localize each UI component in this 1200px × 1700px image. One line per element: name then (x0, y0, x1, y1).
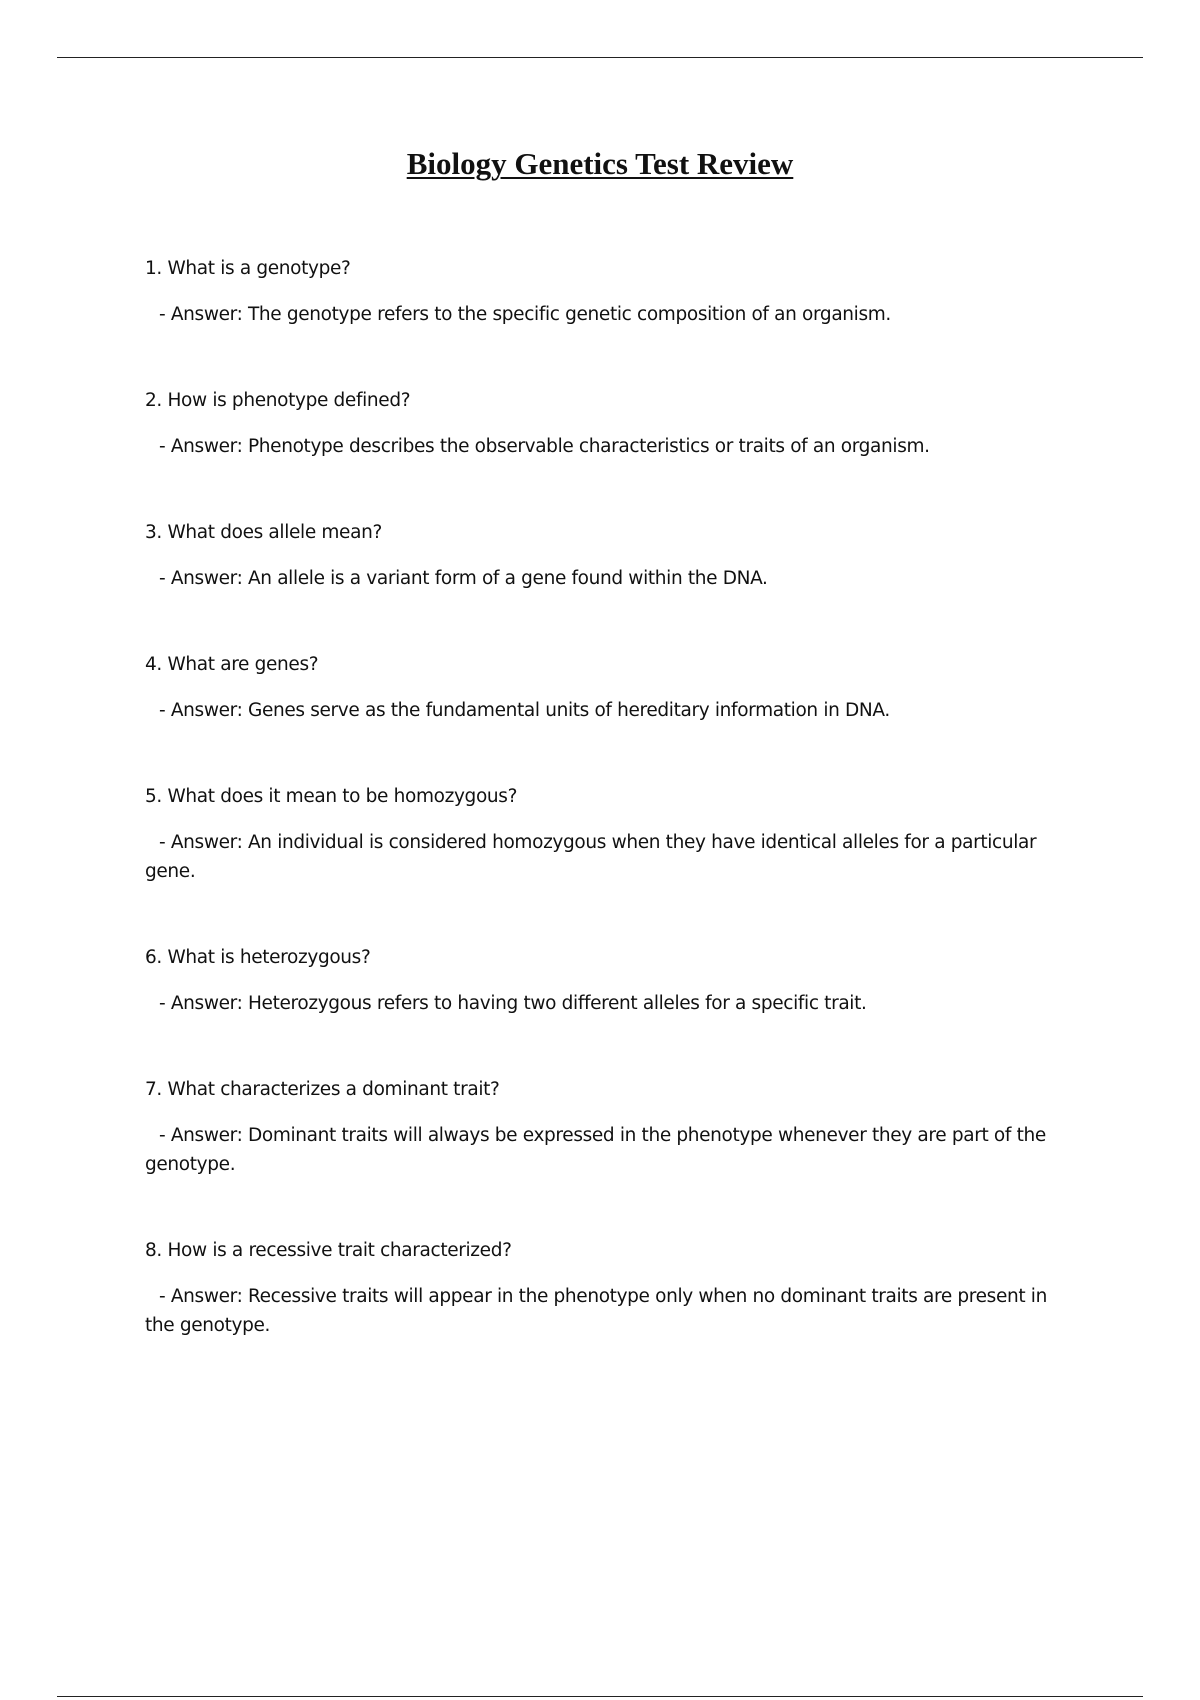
answer-4-text: - Answer: Genes serve as the fundamental units of hereditary information in DNA. (159, 700, 890, 721)
answer-3 (145, 564, 1080, 593)
page-title (0, 144, 1200, 184)
answer-8-text: - Answer: Recessive traits will appear in the phenotype only when no dominant traits are present in the genotype. (145, 1286, 1047, 1336)
qa-item-5 (145, 782, 1080, 886)
answer-1 (145, 300, 1080, 329)
question-6: 6. What is heterozygous? (145, 947, 371, 968)
qa-item-2 (145, 386, 1080, 461)
qa-item-1 (145, 254, 1080, 329)
question-2: 2. How is phenotype defined? (145, 390, 411, 411)
qa-list (145, 254, 1080, 1397)
qa-item-6 (145, 943, 1080, 1018)
answer-5-text: - Answer: An individual is considered homozygous when they have identical alleles for a particular gene. (145, 832, 1037, 882)
answer-7-text: - Answer: Dominant traits will always be expressed in the phenotype whenever they are part of the genotype. (145, 1125, 1046, 1175)
question-4: 4. What are genes? (145, 654, 319, 675)
answer-2 (145, 432, 1080, 461)
question-8: 8. How is a recessive trait characterized? (145, 1240, 512, 1261)
answer-3-text: - Answer: An allele is a variant form of a gene found within the DNA. (159, 568, 768, 589)
footer-rule (57, 1696, 1143, 1697)
qa-item-3 (145, 518, 1080, 593)
answer-2-text: - Answer: Phenotype describes the observable characteristics or traits of an organism. (159, 436, 930, 457)
answer-6 (145, 989, 1080, 1018)
question-1: 1. What is a genotype? (145, 258, 351, 279)
answer-5 (145, 828, 1080, 886)
question-5: 5. What does it mean to be homozygous? (145, 786, 518, 807)
answer-1-text: - Answer: The genotype refers to the specific genetic composition of an organism. (159, 304, 891, 325)
answer-6-text: - Answer: Heterozygous refers to having two different alleles for a specific trait. (159, 993, 867, 1014)
answer-4 (145, 696, 1080, 725)
question-7: 7. What characterizes a dominant trait? (145, 1079, 500, 1100)
qa-item-7 (145, 1075, 1080, 1179)
question-3: 3. What does allele mean? (145, 522, 382, 543)
qa-item-4 (145, 650, 1080, 725)
qa-item-8 (145, 1236, 1080, 1340)
page-title-text: Biology Genetics Test Review (406, 146, 794, 181)
header-rule (57, 57, 1143, 58)
answer-8 (145, 1282, 1080, 1340)
answer-7 (145, 1121, 1080, 1179)
